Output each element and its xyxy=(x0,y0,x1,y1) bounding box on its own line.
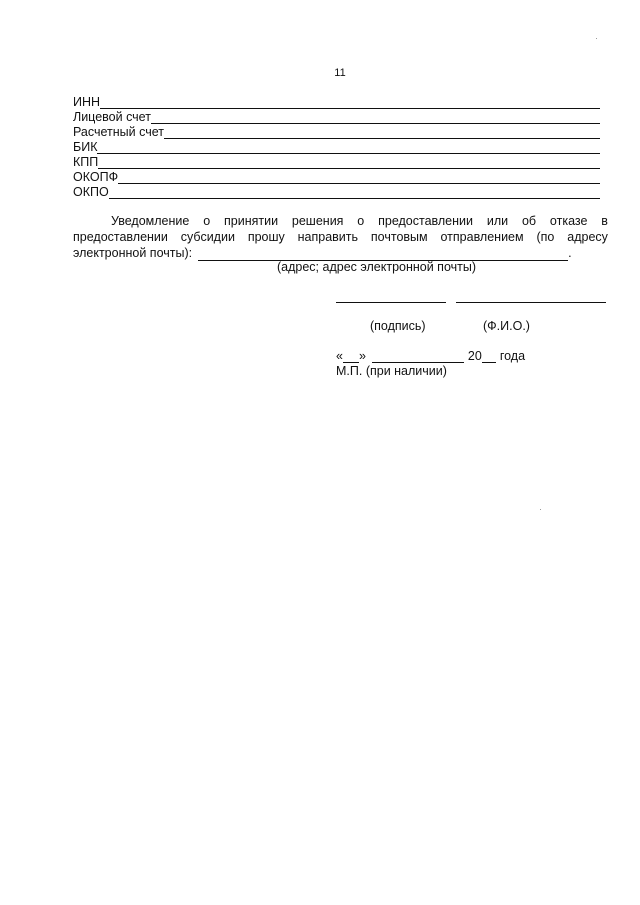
day-blank xyxy=(343,350,359,363)
word: направить xyxy=(297,230,359,244)
fill-line xyxy=(97,141,600,154)
notice-line-2 xyxy=(73,229,608,245)
field-label: КПП xyxy=(73,155,99,169)
word: почтовым xyxy=(370,230,428,244)
scan-speck xyxy=(540,509,541,510)
field-kpp xyxy=(73,155,600,169)
word: о xyxy=(203,214,211,228)
notice-line-3-prefix: электронной почты): xyxy=(73,246,193,260)
notice-line-3-suffix: . xyxy=(568,246,572,260)
word: предоставлении xyxy=(73,230,168,244)
fill-line xyxy=(98,156,600,169)
signature-caption: (подпись) xyxy=(370,319,426,333)
word: (по xyxy=(536,230,555,244)
field-label: ОКПО xyxy=(73,185,109,199)
field-okopf xyxy=(73,170,600,184)
page-number: 11 xyxy=(334,67,346,79)
fill-line xyxy=(109,186,600,199)
date-row xyxy=(336,349,525,363)
date-close-quote: » xyxy=(358,349,366,363)
field-personal-account xyxy=(73,110,600,124)
word: принятии xyxy=(223,214,279,228)
word: или xyxy=(486,214,509,228)
field-okpo xyxy=(73,185,600,199)
fill-line xyxy=(100,96,600,109)
word: субсидии xyxy=(180,230,235,244)
fill-line xyxy=(118,171,600,184)
field-label: Лицевой счет xyxy=(73,110,151,124)
word: адресу xyxy=(567,230,608,244)
scan-speck xyxy=(596,38,597,39)
word: решения xyxy=(291,214,344,228)
word: об xyxy=(521,214,537,228)
word: в xyxy=(601,214,608,228)
notice-line-1 xyxy=(73,213,608,229)
notice-line-3 xyxy=(73,245,608,261)
field-label: БИК xyxy=(73,140,98,154)
word: о xyxy=(357,214,365,228)
field-bik xyxy=(73,140,600,154)
word: отправлением xyxy=(440,230,524,244)
address-caption: (адрес; адрес электронной почты) xyxy=(277,260,477,274)
field-label: Расчетный счет xyxy=(73,125,164,139)
name-caption: (Ф.И.О.) xyxy=(483,319,530,333)
name-line xyxy=(456,302,606,303)
field-inn xyxy=(73,95,600,109)
year-blank xyxy=(482,350,496,363)
word: предоставлении xyxy=(378,214,473,228)
year-suffix: года xyxy=(499,349,526,363)
date-open-quote: « xyxy=(336,349,343,363)
word: отказе xyxy=(549,214,588,228)
month-blank xyxy=(372,350,464,363)
field-label: ОКОПФ xyxy=(73,170,119,184)
word: Уведомление xyxy=(111,214,190,228)
field-label: ИНН xyxy=(73,95,101,109)
field-settlement-account xyxy=(73,125,600,139)
stamp-note: М.П. (при наличии) xyxy=(336,364,447,378)
signature-line xyxy=(336,302,446,303)
fill-line xyxy=(164,126,600,139)
year-prefix: 20 xyxy=(467,349,482,363)
word: прошу xyxy=(247,230,285,244)
fill-line xyxy=(151,111,600,124)
notice-paragraph xyxy=(73,213,608,261)
